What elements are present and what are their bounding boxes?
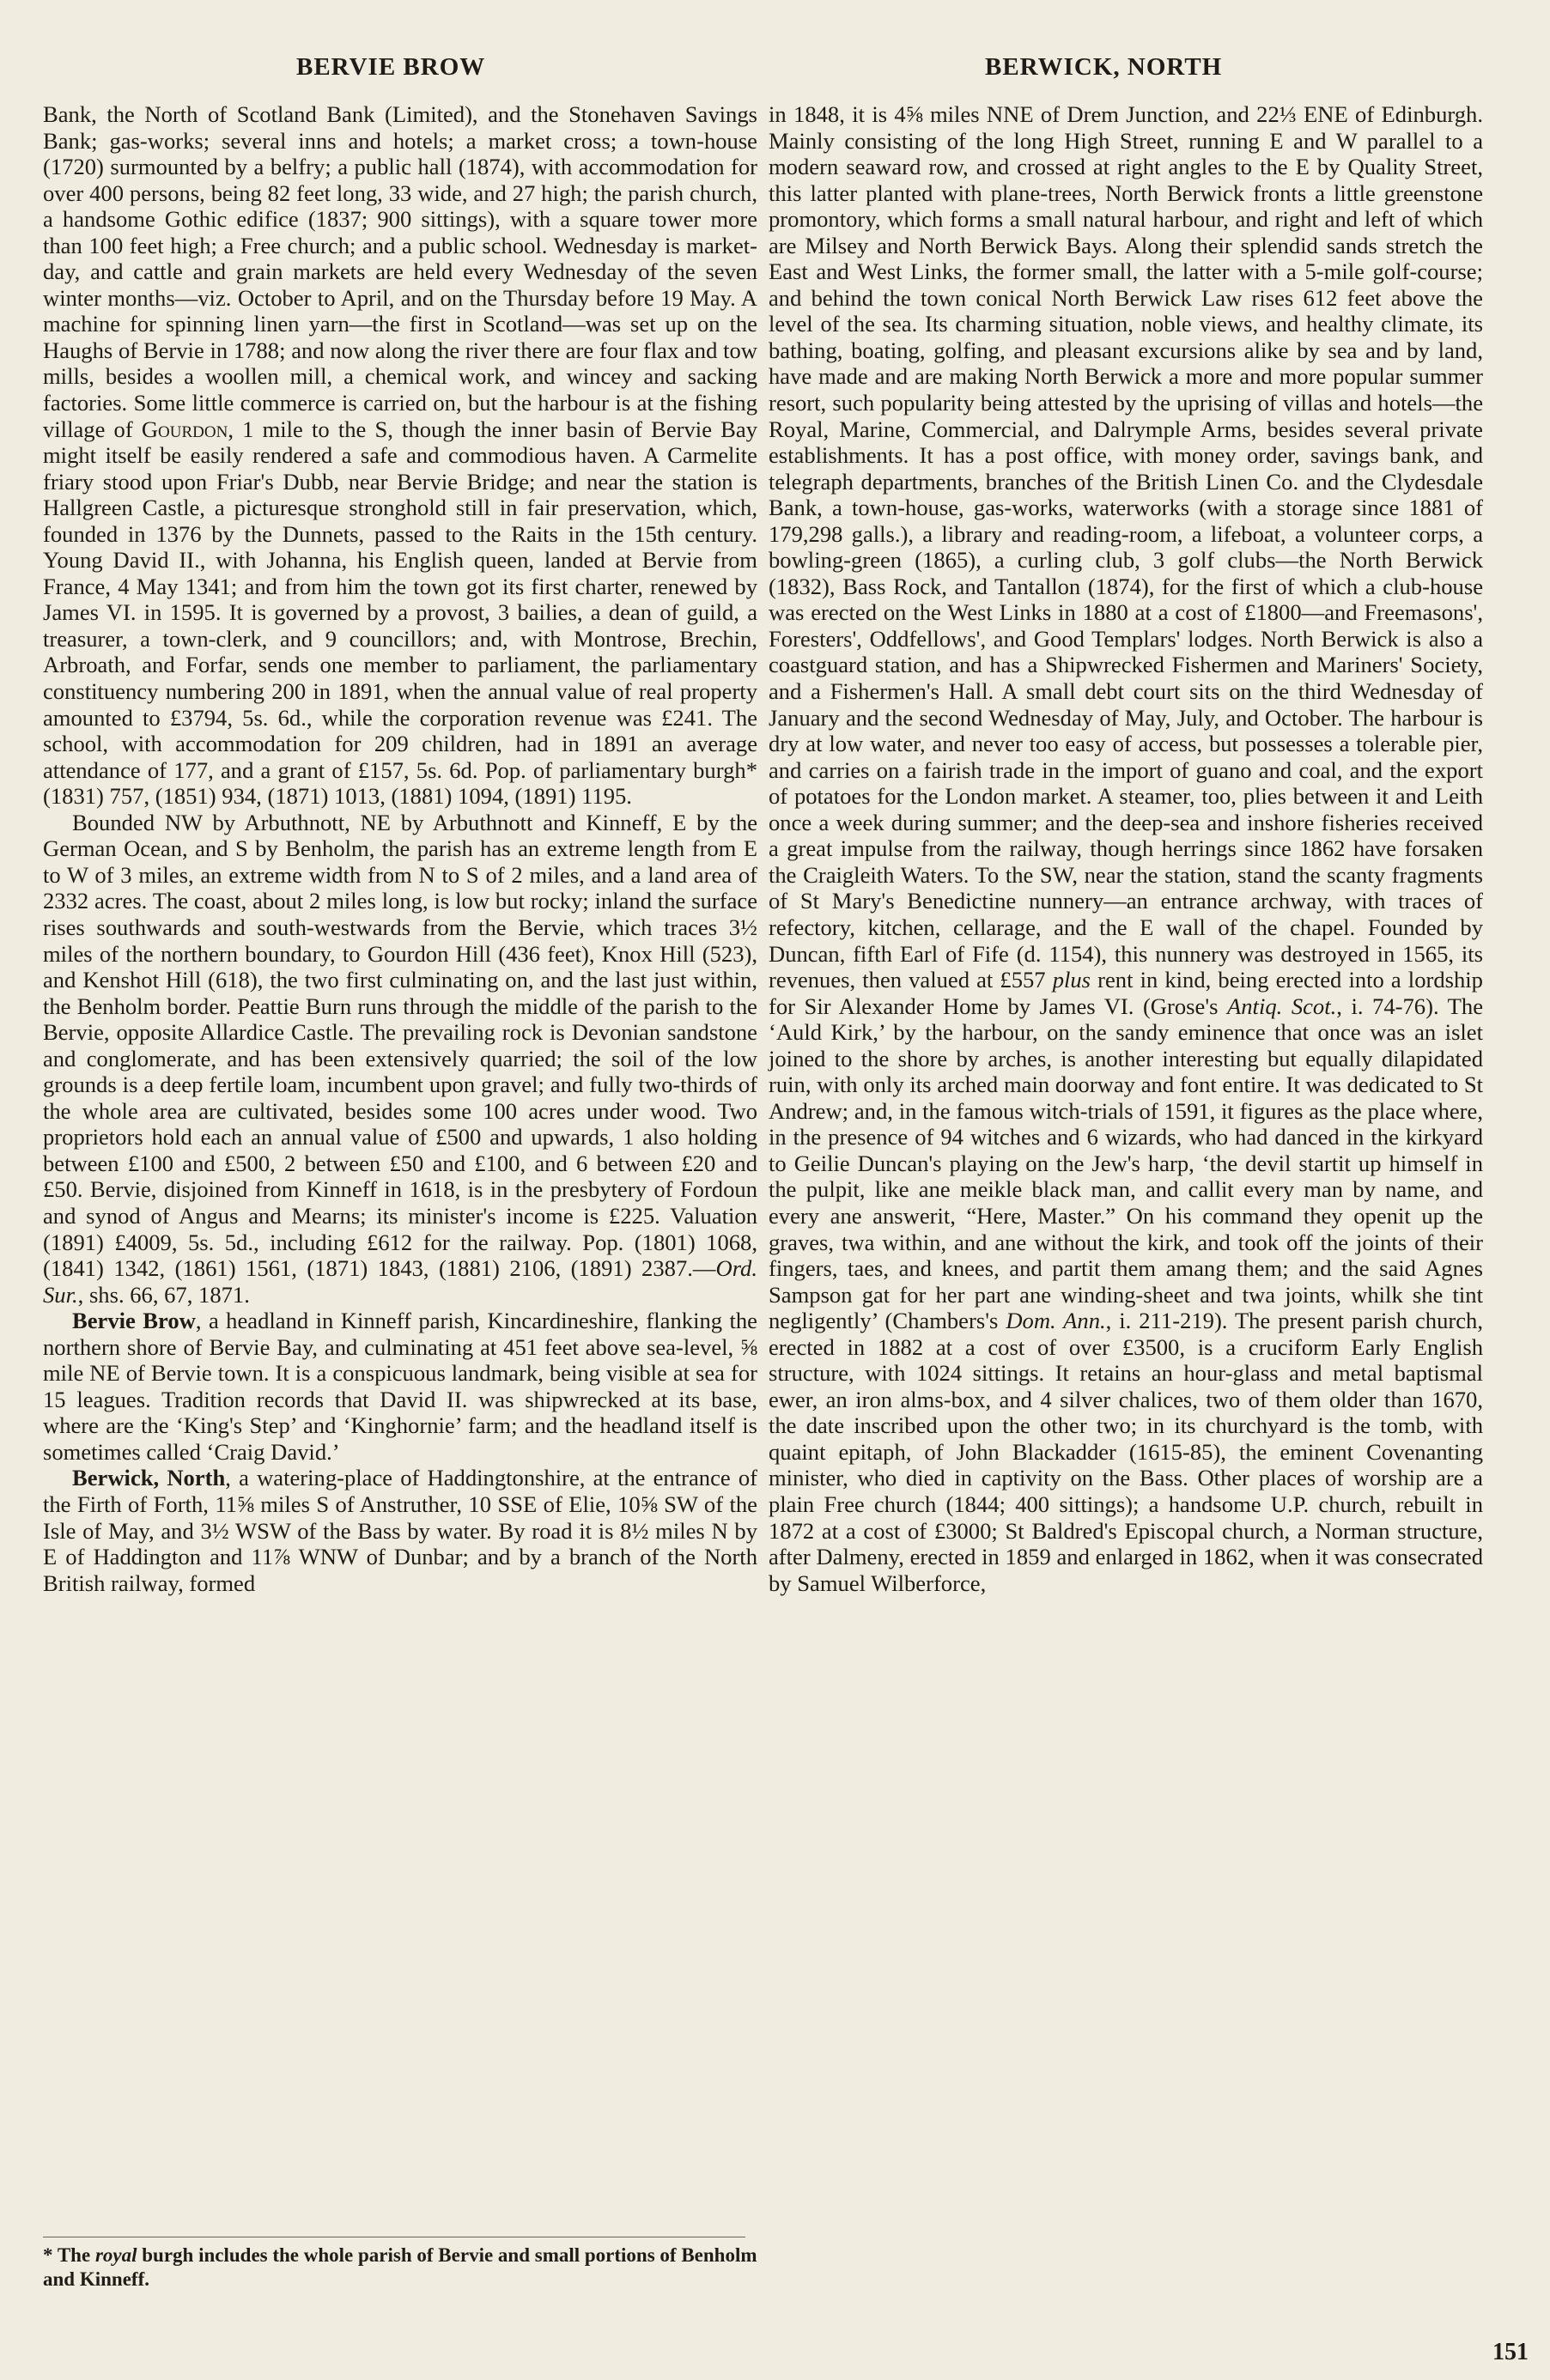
page-number: 151 (1492, 2339, 1529, 2365)
text-run: , i. 211-219). The present parish church, erected in 1882 at a cost of over £3500, is a cruciform Early English structure, with 1024 sittings. It retains an hour-glass and metal baptismal ewer, an iron alms-box, and 4 silver chalices, two of them older than 1670, the date inscribed upon the other two; in its churchyard is the tomb, with quaint epitaph, of John Blackadder (1615-85), the eminent Covenanting minister, who died in captivity on the Bass. Other places of worship are a plain Free church (1844; 400 sittings); a handsome U.P. church, rebuilt in 1872 at a cost of £3000; St Baldred's Episcopal church, a Norman structure, after Dalmeny, erected in 1859 and enlarged in 1862, when it was consecrated by Samuel Wilberforce, (769, 1308, 1483, 1596)
running-header-left: BERVIE BROW (296, 53, 486, 81)
place-name-gourdon: Gourdon (141, 416, 228, 442)
text-run: , i. 74-76). The ‘Auld Kirk,’ by the harbour, on the sandy eminence that once was an islet joined to the shore by arches, is another interesting but equally dilapidated ruin, with only its arched main doorway and font entire. It was dedicated to St Andrew; and, in the famous witch-trials of 1591, it figures as the place where, in the presence of 94 witches and 6 wizards, who had danced in the kirkyard to Geilie Duncan's playing on the Jew's harp, ‘the devil startit up himself in the pulpit, like ane meikle black man, and callit every man by name, and every ane answerit, “Here, Master.” On his command they openit up the graves, twa within, and ane without the kirk, and took off the joints of their fingers, taes, and knees, and partit them amang them; and the said Agnes Sampson gat for her part ane winding-sheet and twa joints, whilk she tint negligently’ (Chambers's (769, 993, 1484, 1334)
source-ord-sur: Ord. Sur. (43, 1255, 757, 1308)
footnote (43, 2243, 757, 2292)
entry-bervie-brow (43, 1308, 757, 1465)
text-run: rent in kind, being erected into a lordship for Sir Alexander Home by James VI. (Grose's (769, 967, 1483, 1019)
paragraph-berwick-north-continued (769, 101, 1483, 1596)
footnote-text: burgh includes the whole parish of Bervie and small portions of Benholm and Kinneff. (43, 2244, 757, 2290)
footnote-emphasis: royal (94, 2244, 137, 2266)
text-run: , a headland in Kinneff parish, Kincardineshire, flanking the northern shore of Bervie Bay, and culminating at 451 feet above sea-level, ⅝ mile NE of Bervie town. It is a conspicuous landmark, being visible at sea for 15 leagues. Tradition records that David II. was shipwrecked at its base, where are the ‘King's Step’ and ‘Kinghornie’ farm; and the headland itself is sometimes called ‘Craig David.’ (43, 1308, 757, 1465)
text-run: , a watering-place of Haddingtonshire, at the entrance of the Firth of Forth, 11⅝ miles S of Anstruther, 10 SSE of Elie, 10⅝ SW of the Isle of May, and 3½ WSW of the Bass by water. By road it is 8½ miles N by E of Haddington and 11⅞ WNW of Dunbar; and by a branch of the North British railway, formed (43, 1465, 757, 1596)
footnote-marker: * The (43, 2244, 95, 2266)
emphasis-plus: plus (1052, 967, 1091, 993)
right-column (769, 101, 1483, 1596)
entry-headword: Bervie Brow (72, 1308, 196, 1334)
source-dom-ann: Dom. Ann. (1006, 1308, 1106, 1334)
paragraph-bervie-parish (43, 810, 757, 1308)
text-run: in 1848, it is 4⅝ miles NNE of Drem Junction, and 22⅓ ENE of Edinburgh. Mainly consisting of the long High Street, running E and W parallel to a modern seaward row, and crossed at right angles to the E by Quality Street, this latter planted with plane-trees, North Berwick fronts a little greenstone promontory, which forms a small natural harbour, and right and left of which are Milsey and North Berwick Bays. Along their splendid sands stretch the East and West Links, the former small, the latter with a 5-mile golf-course; and behind the town conical North Berwick Law rises 612 feet above the level of the sea. Its charming situation, noble views, and healthy climate, its bathing, boating, golfing, and pleasant excursions alike by sea and by land, have made and are making North Berwick a more and more popular summer resort, such popularity being attested by the uprising of villas and hotels—the Royal, Marine, Commercial, and Dalrymple Arms, besides several private establishments. It has a post office, with money order, savings bank, and telegraph departments, branches of the British Linen Co. and the Clydesdale Bank, a town-house, gas-works, waterworks (with a storage since 1881 of 179,298 galls.), a library and reading-room, a lifeboat, a volunteer corps, a bowling-green (1865), a curling club, 3 golf clubs—the North Berwick (1832), Bass Rock, and Tantallon (1874), for the first of which a club-house was erected on the West Links in 1880 at a cost of £1800—and Freemasons', Foresters', Oddfellows', and Good Templars' lodges. North Berwick is also a coastguard station, and has a Shipwrecked Fishermen and Mariners' Society, and a Fishermen's Hall. A small debt court sits on the third Wednesday of January and the second Wednesday of May, July, and October. The harbour is dry at low water, and never too easy of access, but possesses a tolerable pier, and carries on a fairish trade in the import of guano and coal, and the export of potatoes for the London market. A steamer, too, plies between it and Leith once a week during summer; and the deep-sea and inshore fisheries received a great impulse from the railway, though herrings since 1862 have forsaken the Craigleith Waters. To the SW, near the station, stand the scanty fragments of St Mary's Benedictine nunnery—an entrance archway, with traces of refectory, kitchen, cellarage, and the E wall of the chapel. Founded by Duncan, fifth Earl of Fife (d. 1154), this nunnery was destroyed in 1565, its revenues, then valued at £557 (769, 101, 1483, 993)
text-run: , 1 mile to the S, though the inner basin of Bervie Bay might itself be easily rendered a safe and commodious haven. A Carmelite friary stood upon Friar's Dubb, near Bervie Bridge; and near the station is Hallgreen Castle, a picturesque stronghold still in fair preservation, which, founded in 1376 by the Dunnets, passed to the Raits in the 15th century. Young David II., with Johanna, his English queen, landed at Bervie from France, 4 May 1341; and from him the town got its first charter, renewed by James VI. in 1595. It is governed by a provost, 3 bailies, a dean of guild, a treasurer, a town-clerk, and 9 councillors; and, with Montrose, Brechin, Arbroath, and Forfar, sends one member to parliament, the parliamentary constituency numbering 200 in 1891, when the annual value of real property amounted to £3794, 5s. 6d., while the corporation revenue was £241. The school, with accommodation for 209 children, had in 1891 an average attendance of 177, and a grant of £157, 5s. 6d. Pop. of parliamentary burgh* (1831) 757, (1851) 934, (1871) 1013, (1881) 1094, (1891) 1195. (43, 416, 757, 810)
source-antiq-scot: Antiq. Scot. (1227, 993, 1337, 1019)
running-header-right: BERWICK, NORTH (985, 53, 1223, 81)
text-run: Bank, the North of Scotland Bank (Limited), and the Stonehaven Savings Bank; gas-works; several inns and hotels; a market cross; a town-house (1720) surmounted by a belfry; a public hall (1874), with accommodation for over 400 persons, being 82 feet long, 33 wide, and 27 high; the parish church, a handsome Gothic edifice (1837; 900 sittings), with a square tower more than 100 feet high; a Free church; and a public school. Wednesday is market-day, and cattle and grain markets are held every Wednesday of the seven winter months—viz. October to April, and on the Thursday before 19 May. A machine for spinning linen yarn—the first in Scotland—was set up on the Haughs of Bervie in 1788; and now along the river there are four flax and tow mills, besides a woollen mill, a chemical work, and wincey and sacking factories. Some little commerce is carried on, but the harbour is at the fishing village of (43, 101, 757, 442)
text-run: , shs. 66, 67, 1871. (77, 1281, 250, 1308)
left-column (43, 101, 757, 1596)
text-run: Bounded NW by Arbuthnott, NE by Arbuthnott and Kinneff, E by the German Ocean, and S by Benholm, the parish has an extreme length from E to W of 3 miles, an extreme width from N to S of 2 miles, and a land area of 2332 acres. The coast, about 2 miles long, is low but rocky; inland the surface rises southwards and south-westwards from the Bervie, which traces 3½ miles of the northern boundary, to Gourdon Hill (436 feet), Knox Hill (523), and Kenshot Hill (618), the two first culminating on, and the last just within, the Benholm border. Peattie Burn runs through the middle of the parish to the Bervie, opposite Allardice Castle. The prevailing rock is Devonian sandstone and conglomerate, and has been extensively quarried; the soil of the low grounds is a deep fertile loam, incumbent upon gravel; and fully two-thirds of the whole area are cultivated, besides some 100 acres under wood. Two proprietors hold each an annual value of £500 and upwards, 1 also holding between £100 and £500, 2 between £50 and £100, and 6 between £20 and £50. Bervie, disjoined from Kinneff in 1618, is in the presbytery of Fordoun and synod of Angus and Mearns; its minister's income is £225. Valuation (1891) £4009, 5s. 5d., including £612 for the railway. Pop. (1801) 1068, (1841) 1342, (1861) 1561, (1871) 1843, (1881) 2106, (1891) 2387.— (43, 809, 757, 1282)
entry-headword: Berwick, North (72, 1465, 226, 1491)
paragraph-bervie-burgh (43, 101, 757, 810)
entry-berwick-north (43, 1465, 757, 1596)
